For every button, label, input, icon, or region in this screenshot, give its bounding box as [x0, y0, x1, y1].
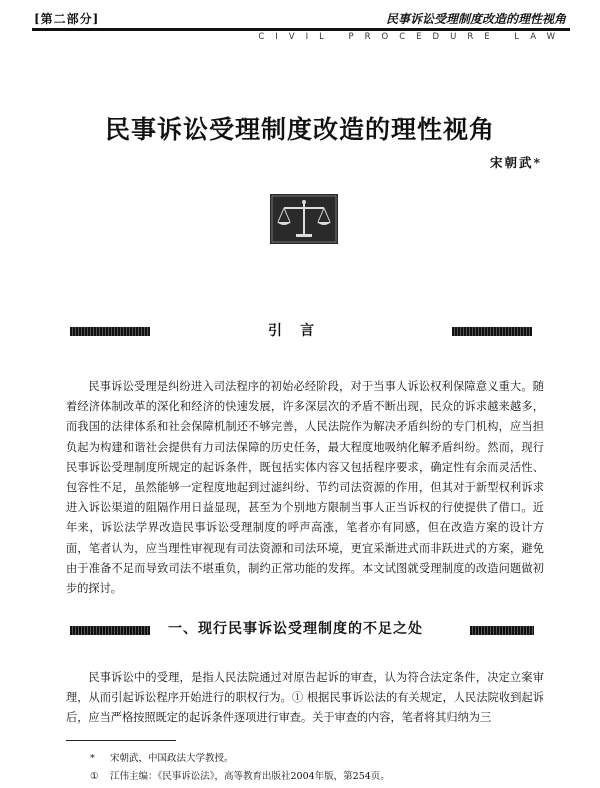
- intro-paragraph: 民事诉讼受理是纠纷进入司法程序的初始必经阶段，对于当事人诉讼权利保障意义重大。随着经济体制改革的深化和经济的快速发展，许多深层次的矛盾不断出现，民众的诉求越来越多，而我国的法律体系和社会保障机制还不够完善，人民法院作为解决矛盾纠纷的专门机构，应当担负起为构建和谐社会提供有力司法保障的历史任务，最大程度地吸纳化解矛盾纠纷。然而，现行民事诉讼受理制度所规定的起诉条件，既包括实体内容又包括程序要求，确定性有余而灵活性、包容性不足，虽然能够一定程度地起到过滤纠纷、节约司法资源的作用，但其对于新型权利诉求进入诉讼渠道的阻隔作用日益显现，甚至为个别地方限制当事人正当诉权的行使提供了借口。近年来，诉讼法学界改造民事诉讼受理制度的呼声高涨，笔者亦有同感，但在改造方案的设计方面，笔者认为，应当理性审视现有司法资源和司法环境，更宜采渐进式而非跃进式的方案，避免由于准备不足而导致司法不堪重负，制约正常功能的发挥。本文试图就受理制度的改造问题做初步的探讨。: [66, 380, 544, 596]
- section-label: [第二部分]: [34, 12, 100, 26]
- section1-heading: 一、现行民事诉讼受理制度的不足之处: [168, 621, 423, 637]
- journal-subtitle: CIVIL PROCEDURE LAW: [258, 32, 566, 42]
- heading-bar-right: [452, 327, 532, 336]
- footnote-mark: ①: [90, 771, 99, 782]
- article-author: 宋朝武*: [489, 155, 542, 170]
- article-title: 民事诉讼受理制度改造的理性视角: [104, 115, 495, 144]
- footnote-author: [90, 750, 234, 764]
- heading-bar-left: [70, 626, 150, 635]
- footnote-text: 江伟主编：《民事诉讼法》，高等教育出版社2004年版，第254页。: [110, 771, 390, 782]
- scales-of-justice-icon: [270, 194, 338, 244]
- footnote-citation: [90, 768, 390, 782]
- heading-bar-right: [470, 626, 534, 635]
- running-title: 民事诉讼受理制度改造的理性视角: [385, 12, 566, 26]
- intro-heading: 引言: [268, 323, 332, 339]
- footnote-mark: *: [90, 753, 95, 764]
- header-rule: [32, 28, 570, 31]
- footnote-rule: [66, 740, 176, 741]
- section1-paragraph: 民事诉讼中的受理，是指人民法院通过对原告起诉的审查，认为符合法定条件，决定立案审理，从而引起诉讼程序开始进行的职权行为。① 根据民事诉讼法的有关规定，人民法院收到起诉后，应当严格按照既定的起诉条件逐项进行审查。关于审查的内容，笔者将其归纳为三: [66, 671, 544, 725]
- footnote-text: 宋朝武，中国政法大学教授。: [110, 753, 234, 764]
